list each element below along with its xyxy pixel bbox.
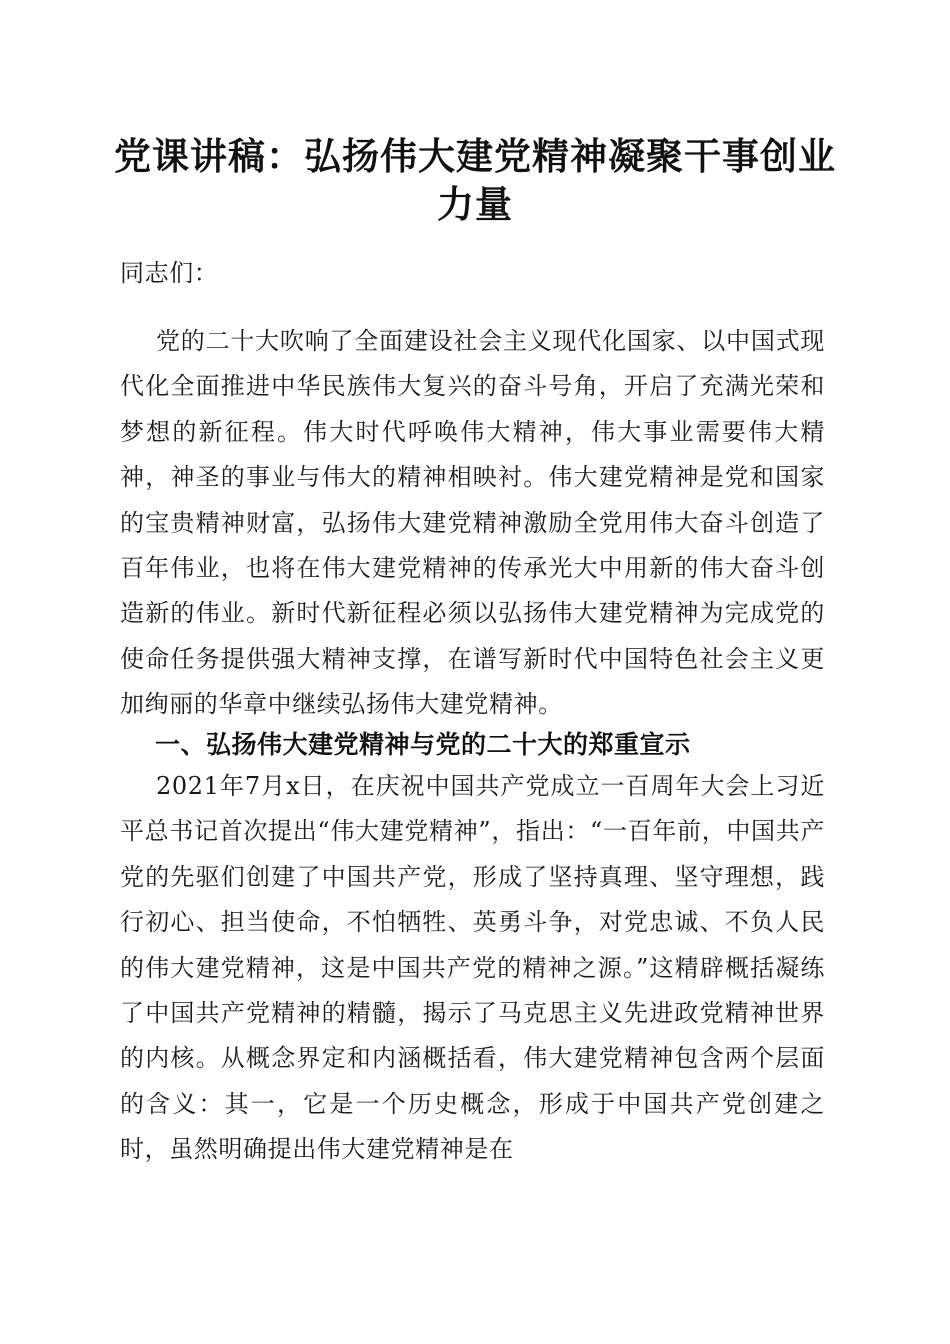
salutation: 同志们：: [120, 259, 219, 287]
section-heading-1: 一、弘扬伟大建党精神与党的二十大的郑重宣示: [155, 730, 691, 759]
section-1-paragraph: 2021年7月x日，在庆祝中国共产党成立一百周年大会上习近平总书记首次提出“伟大建党精神”，指出：“一百年前，中国共产党的先驱们创建了中国共产党，形成了坚持真理、坚守理想，践行初心、担当使命，不怕牺牲、英勇斗争，对党忠诚、不负人民的伟大建党精神，这是中国共产党的精神之源。”这精辟概括凝练了中国共产党精神的精髓，揭示了马克思主义先进政党精神世界的内核。从概念界定和内涵概括看，伟大建党精神包含两个层面的含义：其一，它是一个历史概念，形成于中国共产党创建之时，虽然明确提出伟大建党精神是在: [120, 772, 825, 1164]
document-title: 党课讲稿：弘扬伟大建党精神凝聚干事创业力量: [114, 134, 836, 226]
intro-paragraph: 党的二十大吹响了全面建设社会主义现代化国家、以中国式现代化全面推进中华民族伟大复兴的奋斗号角，开启了充满光荣和梦想的新征程。伟大时代呼唤伟大精神，伟大事业需要伟大精神，神圣的事业与伟大的精神相映衬。伟大建党精神是党和国家的宝贵精神财富，弘扬伟大建党精神激励全党用伟大奋斗创造了百年伟业，也将在伟大建党精神的传承光大中用新的伟大奋斗创造新的伟业。新时代新征程必须以弘扬伟大建党精神为完成党的使命任务提供强大精神支撑，在谱写新时代中国特色社会主义更加绚丽的华章中继续弘扬伟大建党精神。: [120, 327, 825, 719]
